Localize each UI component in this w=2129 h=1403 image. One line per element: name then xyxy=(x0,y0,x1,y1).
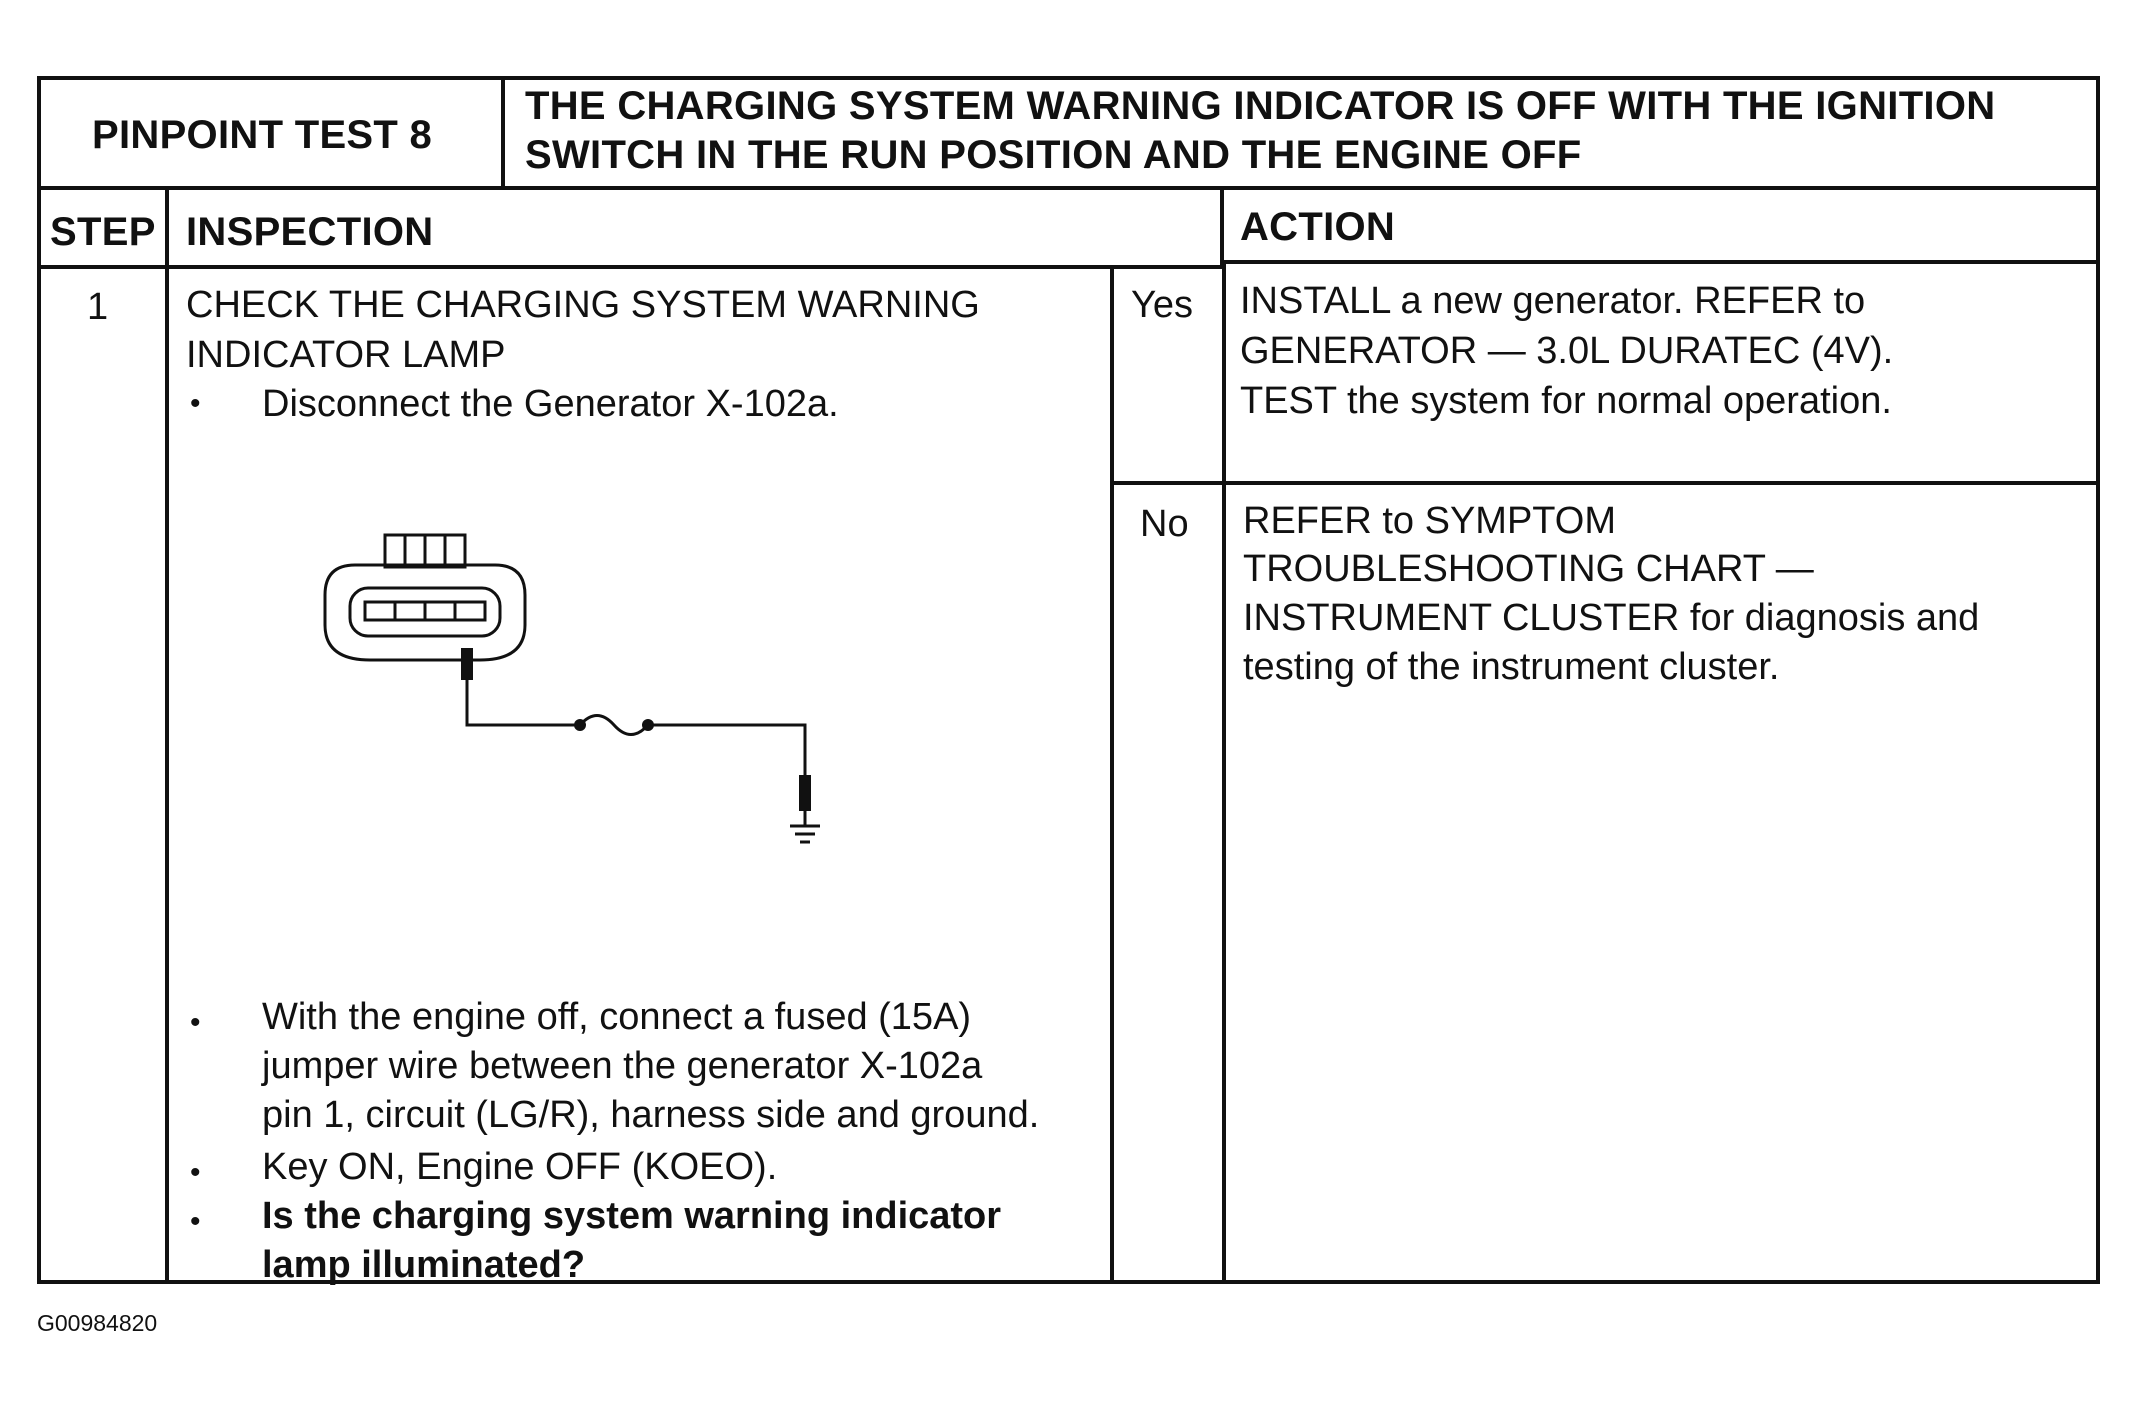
inspection-answer-divider xyxy=(1110,265,1114,1284)
no-action-line4: testing of the instrument cluster. xyxy=(1243,646,1780,688)
step-column-divider xyxy=(165,186,169,1284)
yes-action-line2: GENERATOR — 3.0L DURATEC (4V). xyxy=(1240,330,1894,372)
no-action-line3: INSTRUMENT CLUSTER for diagnosis and xyxy=(1243,597,1980,639)
ground-terminal xyxy=(799,775,811,811)
bullet-3: • xyxy=(190,1156,201,1189)
instruction-jumper-line2: jumper wire between the generator X-102a xyxy=(262,1045,983,1087)
question-line1: Is the charging system warning indicator xyxy=(262,1195,1002,1237)
column-action: ACTION xyxy=(1240,205,1396,249)
header-title-divider xyxy=(501,76,505,188)
bullet-1: • xyxy=(190,387,201,420)
question-line2: lamp illuminated? xyxy=(262,1244,586,1286)
instruction-jumper-line3: pin 1, circuit (LG/R), harness side and ground. xyxy=(262,1094,1040,1136)
pin-terminal xyxy=(461,648,473,680)
action-column-divider xyxy=(1220,186,1224,266)
fuse-icon xyxy=(580,716,648,735)
generator-connector-icon xyxy=(325,535,525,660)
ground-icon xyxy=(790,811,820,842)
figure-id: G00984820 xyxy=(37,1310,158,1336)
column-header-divider-right xyxy=(1222,260,2100,264)
column-header-divider-left xyxy=(37,265,1222,269)
bullet-2: • xyxy=(190,1006,201,1039)
yes-action-line1: INSTALL a new generator. REFER to xyxy=(1240,280,1866,322)
yes-no-divider xyxy=(1112,481,2100,485)
column-step: STEP xyxy=(50,210,156,254)
instruction-jumper-line1: With the engine off, connect a fused (15A) xyxy=(262,996,972,1038)
test-title-line2: SWITCH IN THE RUN POSITION AND THE ENGINE OFF xyxy=(525,133,1582,177)
no-action-line2: TROUBLESHOOTING CHART — xyxy=(1243,548,1814,590)
wiring-diagram xyxy=(300,520,860,860)
answer-yes-label: Yes xyxy=(1131,284,1193,326)
test-id: PINPOINT TEST 8 xyxy=(92,113,433,157)
answer-action-divider xyxy=(1222,260,1226,1284)
no-action-line1: REFER to SYMPTOM xyxy=(1243,500,1617,542)
bullet-4: • xyxy=(190,1205,201,1238)
instruction-koeo: Key ON, Engine OFF (KOEO). xyxy=(262,1146,778,1188)
step-number: 1 xyxy=(87,286,109,328)
yes-action-line3: TEST the system for normal operation. xyxy=(1240,380,1892,422)
step-heading-line1: CHECK THE CHARGING SYSTEM WARNING xyxy=(186,284,980,326)
instruction-disconnect: Disconnect the Generator X-102a. xyxy=(262,383,839,425)
answer-no-label: No xyxy=(1140,503,1189,545)
header-divider xyxy=(37,186,2100,190)
column-inspection: INSPECTION xyxy=(186,210,434,254)
test-title-line1: THE CHARGING SYSTEM WARNING INDICATOR IS OFF WITH THE IGNITION xyxy=(525,84,1996,128)
step-heading-line2: INDICATOR LAMP xyxy=(186,334,506,376)
